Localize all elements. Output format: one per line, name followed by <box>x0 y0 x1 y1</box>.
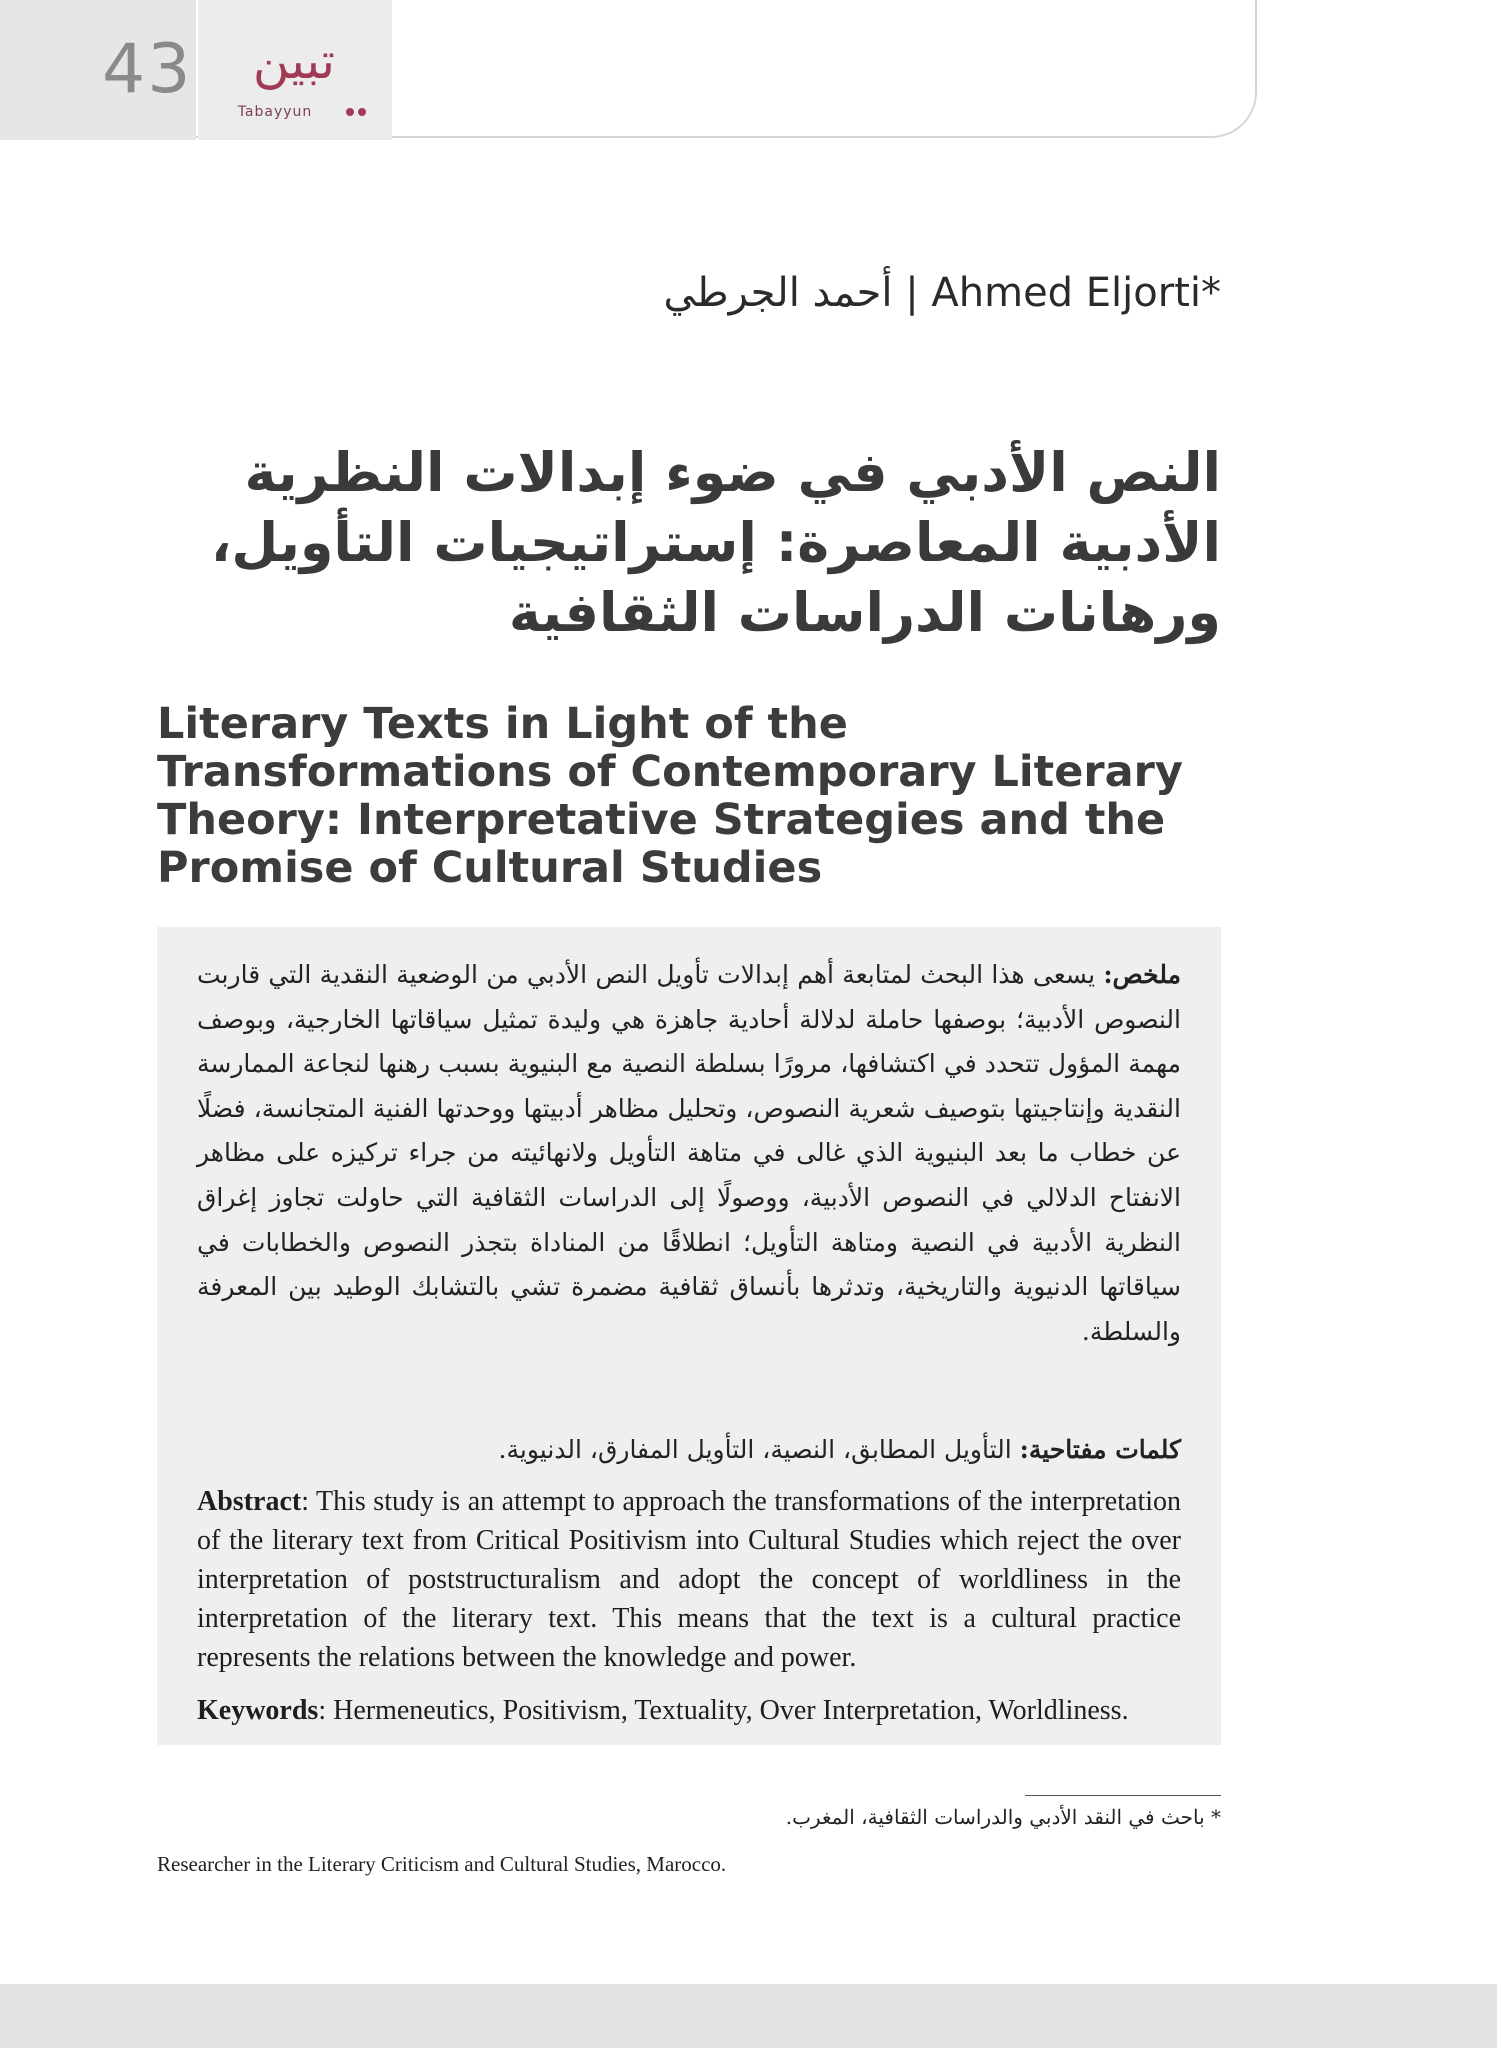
journal-logo-latin: Tabayyun <box>237 104 313 120</box>
page-number: 43 <box>102 30 193 109</box>
abstract-english <box>197 1482 1181 1677</box>
page-number-box <box>0 0 196 140</box>
bottom-band <box>0 1984 1497 2048</box>
author-line: أحمد الجرطي | Ahmed Eljorti* <box>663 270 1221 316</box>
abstract-english-text: : This study is an attempt to approach the transformations of the interpretation of the literary text from Critical Positivism into Cultural Studies which reject the over interpretation of poststructuralism and adopt the concept of worldliness in the interpretation of the literary text. This means that the text is a cultural practice represents the relations between the knowledge and power. <box>197 1486 1181 1673</box>
abstract-english-label: Abstract <box>197 1486 302 1517</box>
title-arabic: النص الأدبي في ضوء إبدالات النظرية الأدبية المعاصرة: إستراتيجيات التأويل، ورهانات الدراسات الثقافية <box>210 441 1221 644</box>
keywords-arabic-label: كلمات مفتاحية: <box>1019 1435 1181 1464</box>
abstract-arabic-label: ملخص: <box>1103 960 1181 989</box>
logo-dots-icon <box>346 108 354 116</box>
abstract-arabic-text: يسعى هذا البحث لمتابعة أهم إبدالات تأويل النص الأدبي من الوضعية النقدية التي قاربت النصوص الأدبية؛ بوصفها حاملة لدلالة أحادية جاهزة هي وليدة تمثيل سياقاتها الخارجية، وبوصف مهمة المؤول تتحدد في اكتشافها، مرورًا بسلطة النصية مع البنيوية بسبب رهنها لنجاعة الممارسة النقدية وإنتاجيتها بتوصيف شعرية النصوص، وتحليل مظاهر أدبيتها ووحدتها الفنية المتجانسة، فضلًا عن خطاب ما بعد البنيوية الذي غالى في متاهة التأويل ولانهائيته من جراء تركيزه على مظاهر الانفتاح الدلالي في النصوص الأدبية، ووصولًا إلى الدراسات الثقافية التي حاولت تجاوز إغراق النظرية الأدبية في النصية ومتاهة التأويل؛ انطلاقًا من المناداة بتجذر النصوص والخطابات في سياقاتها الدنيوية والتاريخية، وتدثرها بأنساق ثقافية مضمرة تشي بالتشابك الوطيد بين المعرفة والسلطة. <box>197 960 1181 1346</box>
footnote-divider <box>1025 1795 1221 1796</box>
keywords-english-label: Keywords <box>197 1695 319 1726</box>
abstract-arabic <box>197 953 1181 1354</box>
footnote-english: Researcher in the Literary Criticism and Cultural Studies, Marocco. <box>157 1852 727 1876</box>
title-english: Literary Texts in Light of the Transformations of Contemporary Literary Theory: Interpretative Strategies and the Promise of Cultural Studies <box>157 699 1183 893</box>
keywords-arabic-text: التأويل المطابق، النصية، التأويل المفارق، الدنيوية. <box>498 1435 1012 1464</box>
keywords-english <box>197 1692 1181 1730</box>
journal-logo-arabic: تبين <box>252 32 336 90</box>
footnote-arabic: * باحث في النقد الأدبي والدراسات الثقافية، المغرب. <box>785 1805 1221 1829</box>
keywords-arabic <box>197 1428 1181 1472</box>
keywords-english-text: : Hermeneutics, Positivism, Textuality, Over Interpretation, Worldliness. <box>318 1695 1129 1726</box>
